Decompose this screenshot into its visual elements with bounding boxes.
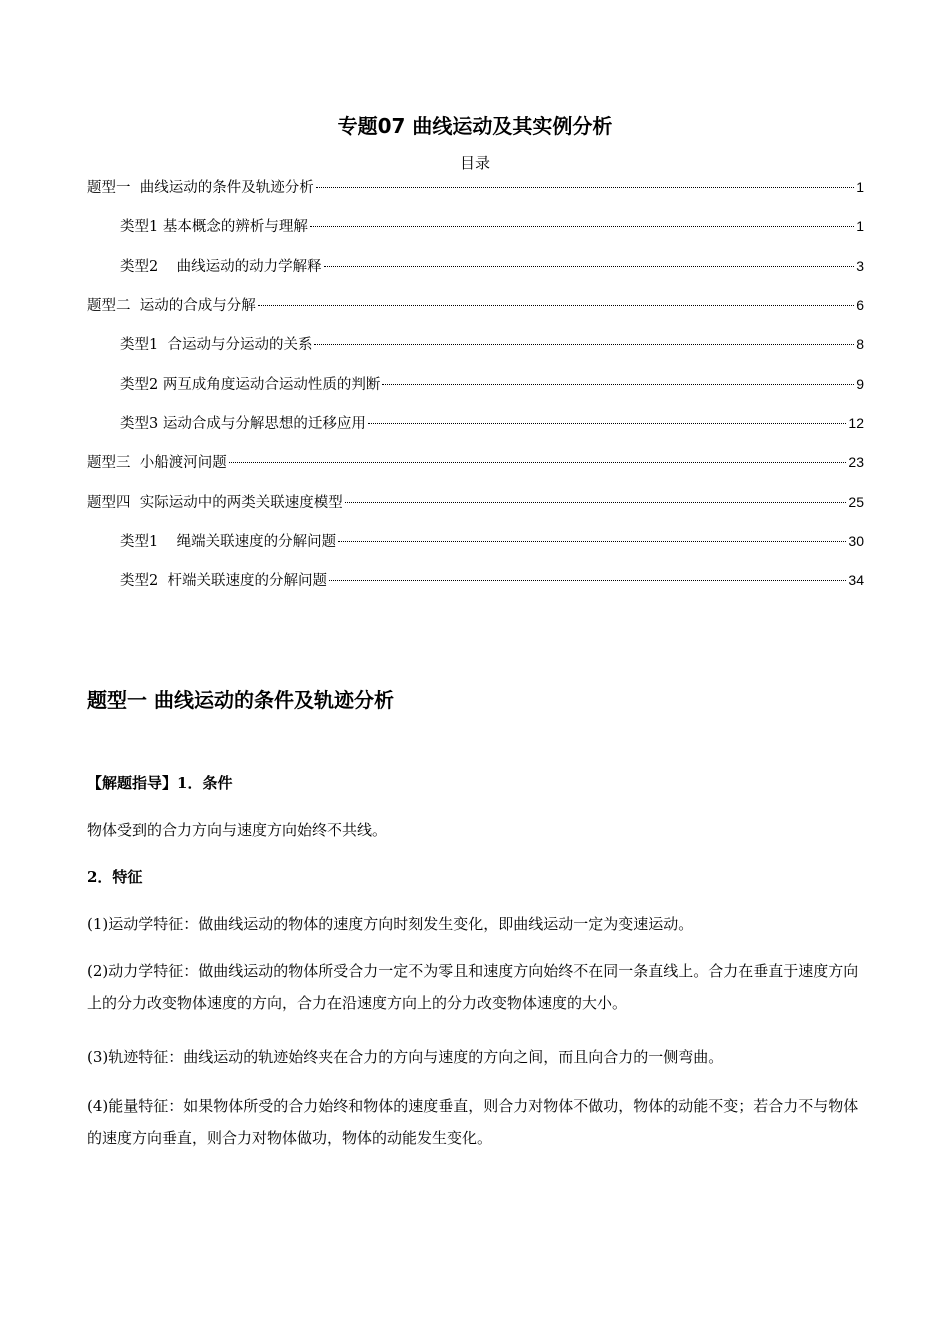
feature-paragraph-4: (4)能量特征：如果物体所受的合力始终和物体的速度垂直，则合力对物体不做功，物体的动能不变；若合力不与物体的速度方向垂直，则合力对物体做功，物体的动能发生变化。 xyxy=(87,1097,859,1147)
toc-leader xyxy=(382,384,854,385)
toc-entry-label: 类型3 运动合成与分解思想的迁移应用 xyxy=(120,416,366,432)
solution-guide-label: 【解题指导】1．条件 xyxy=(87,774,233,792)
toc-leader xyxy=(345,502,847,503)
toc-entry[interactable] xyxy=(120,531,864,551)
toc-leader xyxy=(258,305,854,306)
toc-entry[interactable] xyxy=(120,256,864,276)
toc-entry[interactable] xyxy=(120,374,864,394)
toc-leader xyxy=(368,423,847,424)
toc-entry-label: 类型2 曲线运动的动力学解释 xyxy=(120,259,322,275)
toc-entry-label: 题型二 运动的合成与分解 xyxy=(87,298,256,314)
toc-entry-label: 类型1 合运动与分运动的关系 xyxy=(120,337,313,353)
toc-entry-page: 1 xyxy=(856,179,864,195)
toc-entry-page: 1 xyxy=(856,218,864,234)
condition-paragraph: 物体受到的合力方向与速度方向始终不共线。 xyxy=(87,821,388,839)
toc-entry-label: 题型一 曲线运动的条件及轨迹分析 xyxy=(87,180,314,196)
toc-entry-label: 题型三 小船渡河问题 xyxy=(87,455,227,471)
feature-heading: 2．特征 xyxy=(87,868,143,886)
document-title: 专题07 曲线运动及其实例分析 xyxy=(337,114,613,138)
toc-entry[interactable] xyxy=(87,295,864,315)
toc-entry-label: 类型1 基本概念的辨析与理解 xyxy=(120,219,308,235)
toc-entry-page: 30 xyxy=(848,533,864,549)
toc-entry-page: 25 xyxy=(848,494,864,510)
toc-entry-page: 9 xyxy=(856,376,864,392)
toc-leader xyxy=(316,187,854,188)
toc-title: 目录 xyxy=(459,154,490,172)
feature-paragraph-3: (3)轨迹特征：曲线运动的轨迹始终夹在合力的方向与速度的方向之间，而且向合力的一侧弯曲。 xyxy=(87,1048,724,1066)
section-heading: 题型一 曲线运动的条件及轨迹分析 xyxy=(87,688,394,712)
toc-entry-label: 类型2 两互成角度运动合运动性质的判断 xyxy=(120,377,381,393)
feature-paragraph-1: (1)运动学特征：做曲线运动的物体的速度方向时刻发生变化，即曲线运动一定为变速运动。 xyxy=(87,915,694,933)
toc-entry-page: 6 xyxy=(856,297,864,313)
toc-entry-page: 3 xyxy=(856,258,864,274)
toc-entry[interactable] xyxy=(120,216,864,236)
toc-entry[interactable] xyxy=(87,492,864,512)
toc-leader xyxy=(310,226,854,227)
toc-entry[interactable] xyxy=(120,334,864,354)
toc-entry-label: 题型四 实际运动中的两类关联速度模型 xyxy=(87,495,343,511)
toc-entry[interactable] xyxy=(120,570,864,590)
toc-entry[interactable] xyxy=(87,177,864,197)
toc-entry-label: 类型2 杆端关联速度的分解问题 xyxy=(120,573,327,589)
toc-leader xyxy=(324,266,855,267)
toc-entry-page: 12 xyxy=(848,415,864,431)
toc-entry-page: 34 xyxy=(848,572,864,588)
toc-entry-page: 8 xyxy=(856,336,864,352)
toc-entry[interactable] xyxy=(87,452,864,472)
toc-leader xyxy=(229,462,847,463)
toc-entry[interactable] xyxy=(120,413,864,433)
toc-entry-label: 类型1 绳端关联速度的分解问题 xyxy=(120,534,337,550)
toc-entry-page: 23 xyxy=(848,454,864,470)
toc-leader xyxy=(314,344,854,345)
toc-leader xyxy=(338,541,846,542)
toc-leader xyxy=(329,580,846,581)
feature-paragraph-2: (2)动力学特征：做曲线运动的物体所受合力一定不为零且和速度方向始终不在同一条直线上。合力在垂直于速度方向上的分力改变物体速度的方向，合力在沿速度方向上的分力改变物体速度的大小。 xyxy=(87,962,859,1012)
